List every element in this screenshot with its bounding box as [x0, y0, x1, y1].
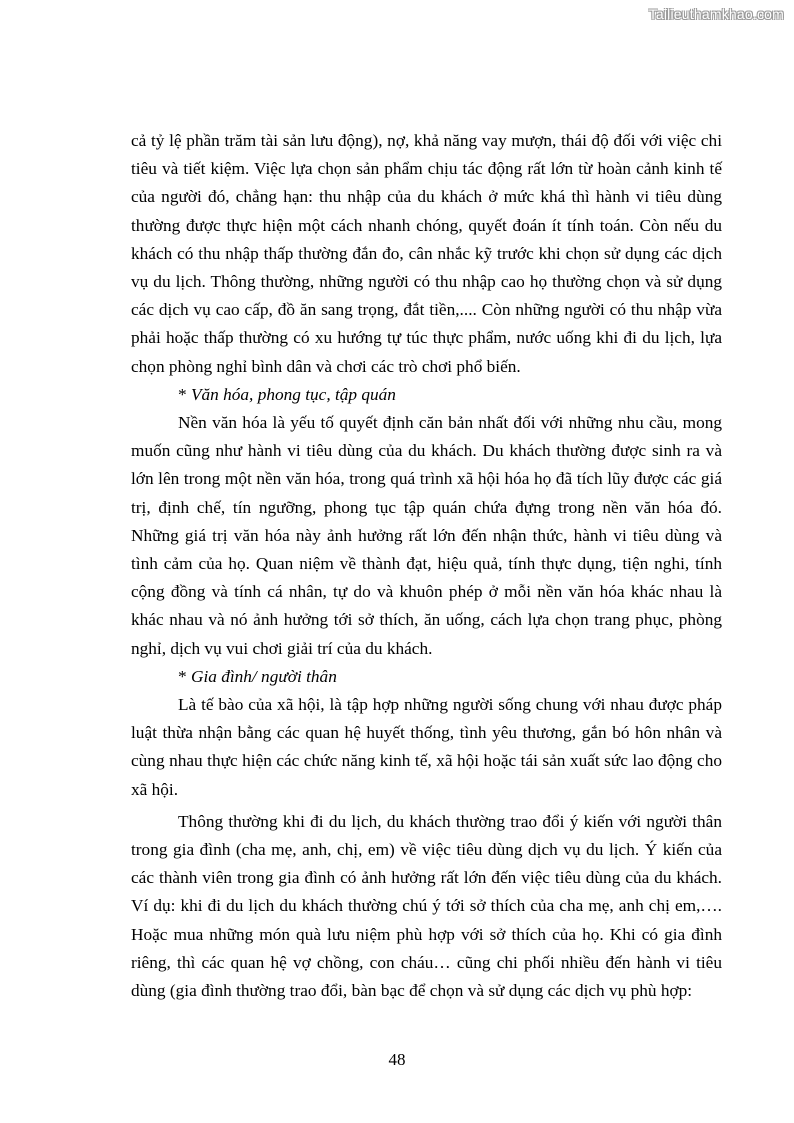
- page-number: 48: [388, 1050, 406, 1069]
- subheading-culture-title: Văn hóa, phong tục, tập quán: [190, 384, 396, 404]
- subheading-family-title: Gia đình/ người thân: [190, 666, 337, 686]
- paragraph-culture: Nền văn hóa là yếu tố quyết định căn bản nhất đối với những nhu cầu, mong muốn cũng như hành vi tiêu dùng của du khách. Du khách thường được sinh ra và lớn lên trong một nền văn hóa, trong quá trình xã hội hóa họ đã tích lũy được các giá trị, định chế, tín ngưỡng, phong tục tập quán chứa đựng trong nền văn hóa đó. Những giá trị văn hóa này ảnh hưởng rất lớn đến nhận thức, hành vi tiêu dùng và tình cảm của họ. Quan niệm về thành đạt, hiệu quả, tính thực dụng, tiện nghi, tính cộng đồng và tính cá nhân, tự do và khuôn phép ở mỗi nền văn hóa khác nhau là khác nhau và nó ảnh hưởng tới sở thích, ăn uống, cách lựa chọn trang phục, phòng nghỉ, dịch vụ vui chơi giải trí của du khách.: [131, 413, 722, 658]
- paragraph-assets-income: cả tỷ lệ phần trăm tài sản lưu động), nợ, khả năng vay mượn, thái độ đối với việc chi tiêu và tiết kiệm. Việc lựa chọn sản phẩm chịu tác động rất lớn từ hoàn cảnh kinh tế của người đó, chẳng hạn: thu nhập của du khách ở mức khá thì hành vi tiêu dùng thường được thực hiện một cách nhanh chóng, quyết đoán ít tính toán. Còn nếu du khách có thu nhập thấp thường đắn đo, cân nhắc kỹ trước khi chọn sử dụng các dịch vụ du lịch. Thông thường, những người có thu nhập cao họ thường chọn và sử dụng các dịch vụ cao cấp, đồ ăn sang trọng, đắt tiền,.... Còn những người có thu nhập vừa phải hoặc thấp thường có xu hướng tự túc thực phẩm, nước uống khi đi du lịch, lựa chọn phòng nghỉ bình dân và chơi các trò chơi phổ biến.: [131, 131, 722, 376]
- subheading-family: [131, 663, 722, 691]
- bullet-asterisk: *: [178, 666, 191, 686]
- paragraph-family-influence: Thông thường khi đi du lịch, du khách thường trao đổi ý kiến với người thân trong gia đình (cha mẹ, anh, chị, em) về việc tiêu dùng dịch vụ du lịch. Ý kiến của các thành viên trong gia đình có ảnh hưởng rất lớn đến việc tiêu dùng của du khách. Ví dụ: khi đi du lịch du khách thường chú ý tới sở thích của cha mẹ, anh chị em,…. Hoặc mua những món quà lưu niệm phù hợp với sở thích của họ. Khi có gia đình riêng, thì các quan hệ vợ chồng, con cháu… cũng chi phối nhiều đến hành vi tiêu dùng (gia đình thường trao đổi, bàn bạc để chọn và sử dụng các dịch vụ phù hợp:: [131, 811, 722, 1001]
- subheading-culture: [131, 381, 722, 409]
- document-body: [131, 127, 722, 1005]
- bullet-asterisk: *: [178, 384, 191, 404]
- watermark: Tailieuthamkhao.com: [648, 6, 784, 22]
- paragraph-family-definition: Là tế bào của xã hội, là tập hợp những người sống chung với nhau được pháp luật thừa nhận bằng các quan hệ huyết thống, tình yêu thương, gắn bó hôn nhân và cùng nhau thực hiện các chức năng kinh tế, xã hội hoặc tái sản xuất sức lao động cho xã hội.: [131, 695, 722, 799]
